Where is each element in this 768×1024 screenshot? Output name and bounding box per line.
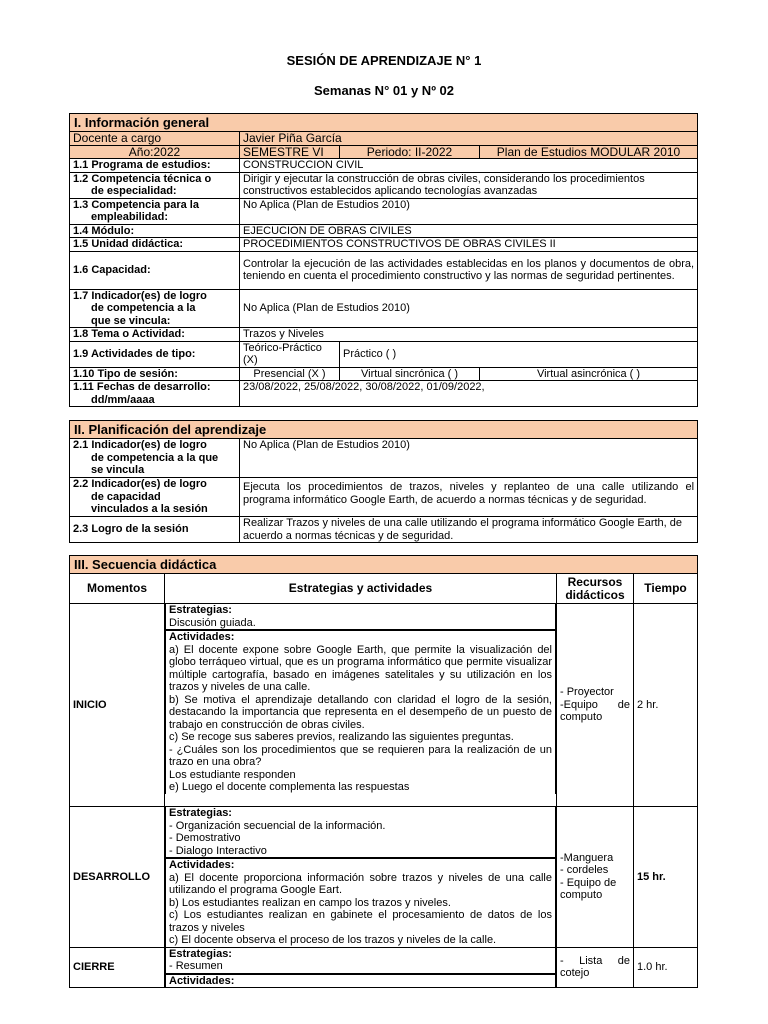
- fechas-value: 23/08/2022, 25/08/2022, 30/08/2022, 01/09/2022,: [240, 381, 698, 407]
- indicador-label: 1.7 Indicador(es) de logro de competencia a la que se vincula:: [70, 289, 240, 328]
- cierre-actividades-label: Actividades:: [169, 974, 235, 987]
- unidad-value: PROCEDIMIENTOS CONSTRUCTIVOS DE OBRAS CIVILES II: [240, 238, 698, 252]
- section-secuencia-title: III. Secuencia didáctica: [70, 556, 698, 574]
- plan-r1-value: No Aplica (Plan de Estudios 2010): [240, 439, 698, 478]
- cierre-tiempo: 1.0 hr.: [634, 947, 698, 988]
- desarrollo-estrategia-item: - Dialogo Interactivo: [169, 844, 267, 857]
- section-info-title: I. Información general: [70, 114, 698, 132]
- inicio-actividad-item: a) El docente expone sobre Google Earth, que permite la visualización del globo terráqueo virtual, que es un programa informático que permite visualizar múltiple cartografía, basado en imágenes satelitales y su utilización en los trazos y niveles de una calle.: [169, 643, 552, 693]
- virtual-asinc-option: Virtual asincrónica ( ): [480, 367, 698, 381]
- cierre-estrategia-item: - Resumen: [169, 960, 223, 972]
- fechas-label: 1.11 Fechas de desarrollo: dd/mm/aaaa: [70, 381, 240, 407]
- cierre-estrategias-label: Estrategias:: [169, 947, 232, 960]
- comp-emp-value: No Aplica (Plan de Estudios 2010): [240, 198, 698, 224]
- momento-desarrollo: DESARROLLO: [70, 807, 165, 948]
- planificacion-table: [69, 420, 698, 543]
- desarrollo-estrategia-item: - Organización secuencial de la información.: [169, 819, 386, 832]
- virtual-sinc-option: Virtual sincrónica ( ): [340, 367, 480, 381]
- capacidad-label: 1.6 Capacidad:: [70, 251, 240, 289]
- actividades-tipo-label: 1.9 Actividades de tipo:: [70, 341, 240, 367]
- document-subtitle: Semanas N° 01 y Nº 02: [313, 83, 455, 98]
- inicio-estrategia-item: Discusión guiada.: [169, 616, 256, 629]
- presencial-option: Presencial (X ): [240, 367, 340, 381]
- unidad-label: 1.5 Unidad didáctica:: [70, 238, 240, 252]
- capacidad-value: Controlar la ejecución de las actividades establecidas en los planos y documentos de obra, teniendo en cuenta el procedimiento constructivo y las normas de seguridad pertinentes.: [240, 251, 698, 289]
- desarrollo-estrategias-label: Estrategias:: [169, 807, 232, 819]
- document-title: SESIÓN DE APRENDIZAJE N° 1: [286, 53, 482, 68]
- section-plan-title: II. Planificación del aprendizaje: [70, 421, 698, 439]
- anio-cell: Año:2022: [70, 145, 240, 159]
- recurso-item: - Lista de cotejo: [560, 954, 630, 980]
- semestre-cell: SEMESTRE VI: [240, 145, 340, 159]
- inicio-content: [165, 604, 557, 807]
- desarrollo-actividad-item: b) Los estudiantes realizan en campo los trazos y niveles.: [169, 896, 451, 909]
- momento-inicio: INICIO: [70, 604, 165, 807]
- recurso-item: -Manguera: [560, 851, 614, 864]
- inicio-actividad-item: c) Se recoge sus saberes previos, realizando las siguientes preguntas.: [169, 731, 514, 743]
- desarrollo-actividad-item: c) El docente observa el proceso de los trazos y niveles de la calle.: [169, 934, 497, 946]
- tema-label: 1.8 Tema o Actividad:: [70, 328, 240, 342]
- secuencia-table: [69, 555, 698, 988]
- modulo-label: 1.4 Módulo:: [70, 224, 240, 238]
- practico-option: Práctico ( ): [340, 341, 698, 367]
- periodo-cell: Periodo: II-2022: [340, 145, 480, 159]
- desarrollo-recursos: [557, 807, 634, 948]
- desarrollo-content: [165, 807, 557, 948]
- desarrollo-actividades-label: Actividades:: [169, 859, 235, 871]
- modulo-value: EJECUCION DE OBRAS CIVILES: [240, 224, 698, 238]
- info-general-table: [69, 113, 698, 407]
- programa-value: CONSTRUCCION CIVIL: [240, 159, 698, 173]
- teorico-option: Teórico-Práctico (X): [240, 341, 340, 367]
- comp-emp-label: 1.3 Competencia para la empleabilidad:: [70, 198, 240, 224]
- desarrollo-actividad-item: c) Los estudiantes realizan en gabinete el procesamiento de datos de los trazos y niveles: [169, 909, 552, 934]
- plan-r1-label: 2.1 Indicador(es) de logro de competencia a la que se vincula: [70, 439, 240, 478]
- plan-cell: Plan de Estudios MODULAR 2010: [480, 145, 698, 159]
- indicador-value: No Aplica (Plan de Estudios 2010): [240, 289, 698, 328]
- inicio-tiempo: 2 hr.: [634, 604, 698, 807]
- plan-r2-label: 2.2 Indicador(es) de logro de capacidad vinculados a la sesión: [70, 478, 240, 517]
- recurso-item: - Proyector: [560, 686, 614, 699]
- tipo-sesion-label: 1.10 Tipo de sesión:: [70, 367, 240, 381]
- docente-value: Javier Piña García: [240, 132, 698, 146]
- docente-label: Docente a cargo: [70, 132, 240, 146]
- inicio-actividad-item: e) Luego el docente complementa las respuestas: [169, 781, 410, 793]
- desarrollo-estrategia-item: - Demostrativo: [169, 832, 241, 844]
- recurso-item: -Equipo de computo: [560, 698, 630, 724]
- tema-value: Trazos y Niveles: [240, 328, 698, 342]
- cierre-recursos: [557, 947, 634, 988]
- col-tiempo: Tiempo: [634, 574, 698, 604]
- col-momentos: Momentos: [70, 574, 165, 604]
- recurso-item: - cordeles: [560, 864, 609, 877]
- recurso-item: - Equipo de computo: [560, 876, 617, 902]
- inicio-actividad-item: - ¿Cuáles son los procedimientos que se requieren para la realización de un trazo en una obra?: [169, 743, 552, 768]
- desarrollo-actividad-item: a) El docente proporciona información sobre trazos y niveles de una calle utilizando el programa Google Eart.: [169, 871, 552, 896]
- inicio-estrategias-label: Estrategias:: [169, 604, 232, 616]
- momento-cierre: CIERRE: [70, 947, 165, 988]
- col-recursos: Recursos didácticos: [557, 574, 634, 604]
- cierre-content: [165, 947, 557, 988]
- programa-label: 1.1 Programa de estudios:: [70, 159, 240, 173]
- comp-tec-label: 1.2 Competencia técnica o de especialidad:: [70, 172, 240, 198]
- desarrollo-tiempo: 15 hr.: [634, 807, 698, 948]
- col-estrategias: Estrategias y actividades: [165, 574, 557, 604]
- plan-r3-value: Realizar Trazos y niveles de una calle utilizando el programa informático Google Earth, de acuerdo a normas técnicas y de seguridad.: [240, 517, 698, 543]
- comp-tec-value: Dirigir y ejecutar la construcción de obras civiles, considerando los procedimientos constructivos establecidos aplicando tecnologías avanzadas: [240, 172, 698, 198]
- plan-r3-label: 2.3 Logro de la sesión: [70, 517, 240, 543]
- plan-r2-value: Ejecuta los procedimientos de trazos, niveles y replanteo de una calle utilizando el programa informático Google Earth, de acuerdo a normas técnicas y de seguridad.: [240, 478, 698, 517]
- inicio-actividad-item: b) Se motiva el aprendizaje detallando con claridad el logro de la sesión, destacando la importancia que representa en el desempeño de un puesto de trabajo en construcción de obras civiles.: [169, 693, 552, 731]
- inicio-actividad-item: Los estudiante responden: [169, 768, 296, 781]
- inicio-actividades-label: Actividades:: [169, 631, 235, 643]
- inicio-recursos: [557, 604, 634, 807]
